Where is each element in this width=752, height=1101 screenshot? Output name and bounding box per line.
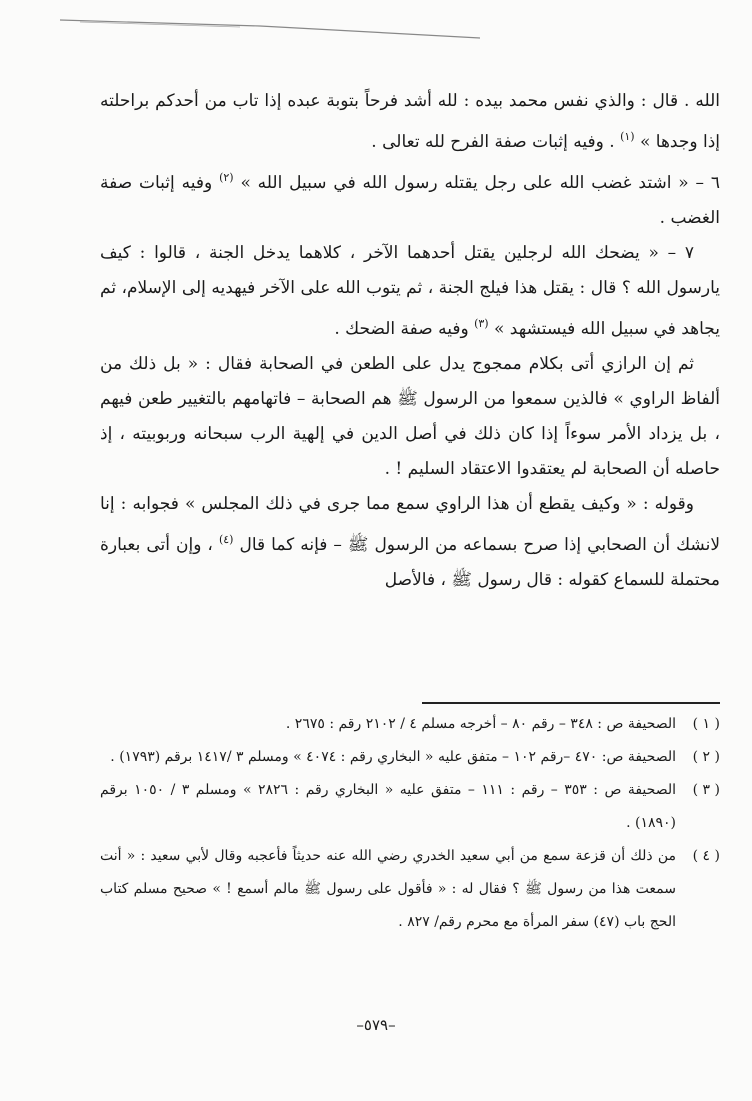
paragraph-3: ٧ – « يضحك الله لرجلين يقتل أحدهما الآخر ، كلاهما يدخل الجنة ، قالوا : كيف يارسول الله ؟ قال : يقتل هذا فيلج الجنة ، ثم يتوب الله على الآخر فيهديه إلى الإسلام، ثم يجاهد في سبيل الله فيستشهد » $^{(٣)}$ وفيه صفة الضحك . — [100, 243, 720, 339]
paragraph-4: ثم إن الرازي أتى بكلام ممجوج يدل على الطعن في الصحابة فقال : « بل ذلك من ألفاظ الراوي » فالذين سمعوا من الرسول ﷺ هم الصحابة – فاتهامهم بالتغيير طعن فيهم ، بل يزداد الأمر سوءاً إذا كان ذلك في أصل الدين في إلهية الرب سبحانه وربوبيته ، إذ حاصله أن الصحابة لم يعتقدوا الاعتقاد السليم ! . — [100, 354, 720, 479]
footnote-item: ( ١ ) الصحيفة ص : ٣٤٨ – رقم ٨٠ – أخرجه مسلم ٤ / ٢١٠٢ رقم : ٢٦٧٥ . — [285, 716, 720, 732]
footnotes — [100, 708, 720, 939]
page-number: –٥٧٩– — [356, 1016, 396, 1034]
paragraph-2: ٦ – « اشتد غضب الله على رجل يقتله رسول الله في سبيل الله » $^{(٢)}$ وفيه إثبات صفة الغضب . — [100, 171, 721, 228]
paragraph-1: الله . قال : والذي نفس محمد بيده : لله أشد فرحاً بتوبة عبده إذا تاب من أحدكم براحلته إذا وجدها » $^{(١)}$ . وفيه إثبات صفة الفرح لله تعالى . — [100, 91, 720, 152]
footnote-item: ( ٤ ) من ذلك أن قزعة سمع من أبي سعيد الخدري رضي الله عنه حديثاً فأعجبه وقال لأبي سعيد : « أنت سمعت هذا من رسول ﷺ ؟ فقال له : « فأقول على رسول ﷺ مالم أسمع ! » صحيح مسلم كتاب الحج باب (٤٧) سفر المرأة مع محرم رقم/ ٨٢٧ . — [100, 848, 720, 930]
footnote-item: ( ٣ ) الصحيفة ص : ٣٥٣ – رقم : ١١١ – متفق عليه « البخاري رقم : ٢٨٢٦ » ومسلم ٣ / ١٠٥٠ برقم (١٨٩٠) . — [100, 782, 720, 831]
scan-edge-mark — [60, 18, 480, 40]
main-text — [100, 84, 720, 598]
paragraph-5: وقوله : « وكيف يقطع أن هذا الراوي سمع مما جرى في ذلك المجلس » فجوابه : إنا لانشك أن الصحابي إذا صرح بسماعه من الرسول ﷺ – فإنه كما قال $^{(٤)}$ ، وإن أتى بعبارة محتملة للسماع كقوله : قال رسول ﷺ ، فالأصل — [100, 494, 721, 590]
footnote-item: ( ٢ ) الصحيفة ص: ٤٧٠ –رقم ١٠٢ – متفق عليه « البخاري رقم : ٤٠٧٤ » ومسلم ٣ /١٤١٧ برقم (١٧٩٣) . — [110, 749, 720, 765]
footnote-divider — [422, 702, 720, 704]
